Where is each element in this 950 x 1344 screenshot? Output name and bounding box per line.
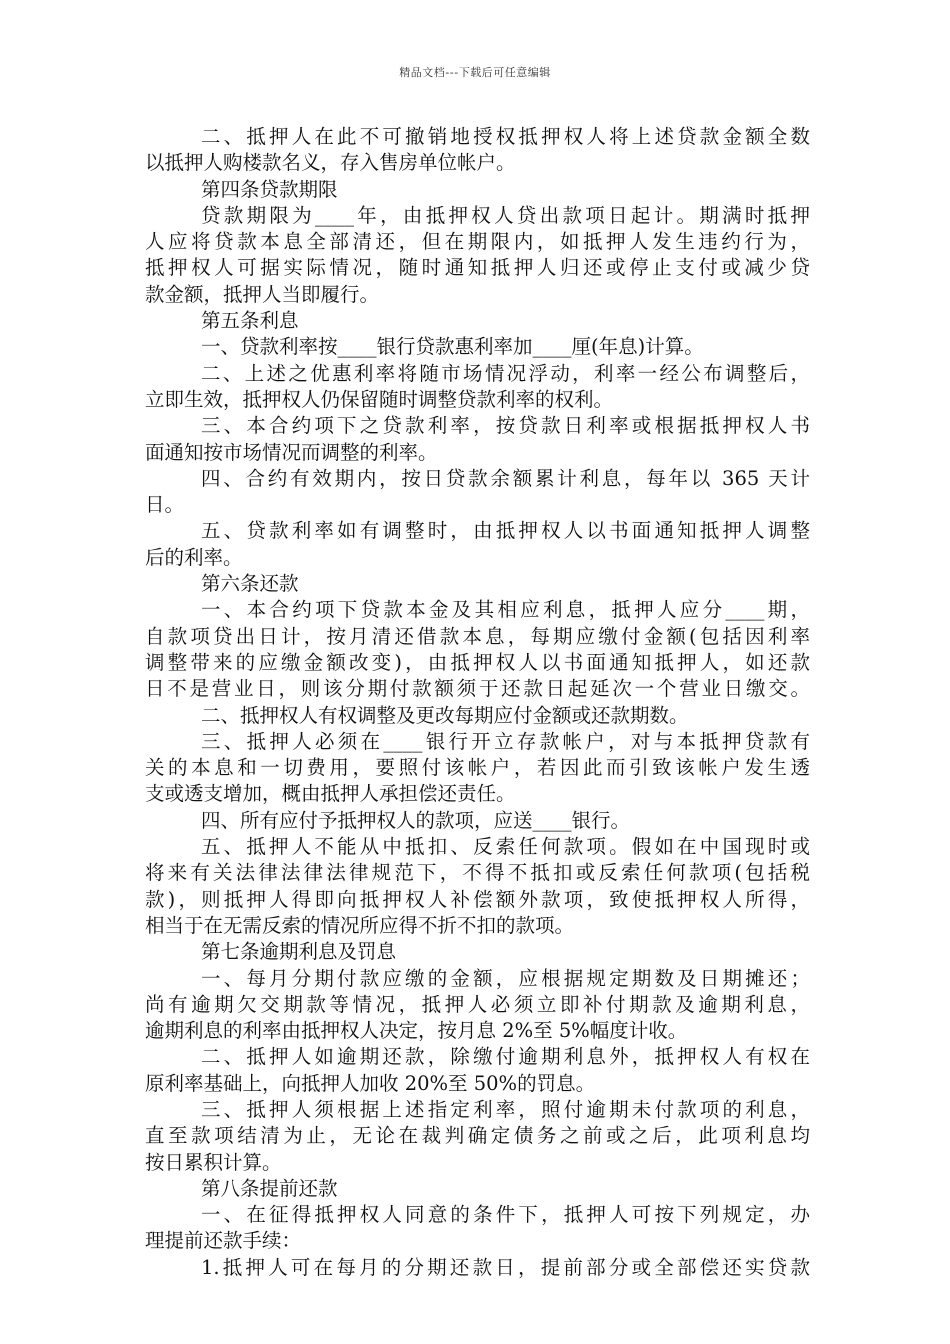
text-line: 一、贷款利率按____银行贷款惠利率加____厘(年息)计算。 [201, 335, 704, 359]
text-line: 第八条提前还款 [201, 1176, 338, 1200]
text-line: 以抵押人购楼款名义，存入售房单位帐户。 [145, 151, 516, 175]
text-line: 面通知按市场情况而调整的利率。 [145, 440, 438, 464]
text-line: 人应将贷款本息全部清还，但在期限内，如抵押人发生违约行为， [145, 230, 810, 254]
text-line: 自款项贷出日计，按月清还借款本息，每期应缴付金额(包括因利率 [145, 624, 810, 648]
text-line: 一、在征得抵押权人同意的条件下，抵押人可按下列规定，办 [201, 1203, 810, 1227]
text-line: 二、抵押人在此不可撤销地授权抵押权人将上述贷款金额全数 [201, 125, 810, 148]
text-line: 原利率基础上，向抵押人加收 20%至 50%的罚息。 [145, 1071, 596, 1095]
text-line: 一、本合约项下贷款本金及其相应利息，抵押人应分____期， [201, 598, 810, 622]
text-line: 三、抵押人必须在____银行开立存款帐户，对与本抵押贷款有 [201, 729, 810, 753]
text-line: 款)，则抵押人得即向抵押权人补偿额外款项，致使抵押权人所得， [145, 887, 810, 911]
text-line: 一、每月分期付款应缴的金额，应根据规定期数及日期摊还； [201, 966, 810, 990]
text-line: 四、所有应付予抵押权人的款项，应送____银行。 [201, 808, 631, 832]
text-line: 四、合约有效期内，按日贷款余额累计利息，每年以 365 天计 [201, 466, 810, 490]
text-line: 五、抵押人不能从中抵扣、反索任何款项。假如在中国现时或 [201, 835, 810, 859]
text-line: 贷款期限为____年，由抵押权人贷出款项日起计。期满时抵押 [201, 203, 810, 227]
document-body [145, 124, 810, 1281]
text-line: 逾期利息的利率由抵押权人决定，按月息 2%至 5%幅度计收。 [145, 1019, 688, 1043]
text-line: 立即生效，抵押权人仍保留随时调整贷款利率的权利。 [145, 387, 614, 411]
text-line: 日。 [145, 493, 185, 517]
text-line: 关的本息和一切费用，要照付该帐户，若因此而引致该帐户发生透 [145, 756, 810, 780]
text-line: 调整带来的应缴金额改变)，由抵押权人以书面通知抵押人，如还款 [145, 650, 810, 674]
text-line: 尚有逾期欠交期款等情况，抵押人必须立即补付期款及逾期利息， [145, 992, 810, 1016]
text-line: 第四条贷款期限 [201, 177, 338, 201]
text-line: 1.抵押人可在每月的分期还款日，提前部分或全部偿还实贷款 [201, 1255, 810, 1279]
page-header: 精品文档---下载后可任意编辑 [399, 66, 551, 79]
text-line: 二、上述之优惠利率将随市场情况浮动，利率一经公布调整后， [201, 361, 810, 385]
text-line: 款金额，抵押人当即履行。 [145, 282, 380, 306]
text-line: 五、贷款利率如有调整时，由抵押权人以书面通知抵押人调整 [201, 519, 810, 543]
text-line: 抵押权人可据实际情况，随时通知抵押人归还或停止支付或减少贷 [145, 256, 810, 280]
text-line: 直至款项结清为止，无论在裁判确定债务之前或之后，此项利息均 [145, 1124, 810, 1148]
text-line: 相当于在无需反索的情况所应得不折不扣的款项。 [145, 913, 575, 937]
text-line: 理提前还款手续： [145, 1229, 302, 1253]
text-line: 后的利率。 [145, 545, 243, 569]
text-line: 第六条还款 [201, 572, 299, 596]
text-line: 将来有关法律法律法律规范下，不得不抵扣或反索任何款项(包括税 [145, 861, 810, 885]
text-line: 日不是营业日，则该分期付款额须于还款日起延次一个营业日缴交。 [145, 677, 810, 701]
text-line: 按日累积计算。 [145, 1150, 282, 1174]
text-line: 二、抵押权人有权调整及更改每期应付金额或还款期数。 [201, 703, 689, 727]
text-line: 第五条利息 [201, 309, 299, 333]
text-line: 三、本合约项下之贷款利率，按贷款日利率或根据抵押权人书 [201, 414, 810, 438]
text-line: 三、抵押人须根据上述指定利率，照付逾期未付款项的利息， [201, 1097, 810, 1121]
text-line: 第七条逾期利息及罚息 [201, 940, 397, 964]
text-line: 支或透支增加，概由抵押人承担偿还责任。 [145, 782, 516, 806]
text-line: 二、抵押人如逾期还款，除缴付逾期利息外，抵押权人有权在 [201, 1045, 810, 1069]
